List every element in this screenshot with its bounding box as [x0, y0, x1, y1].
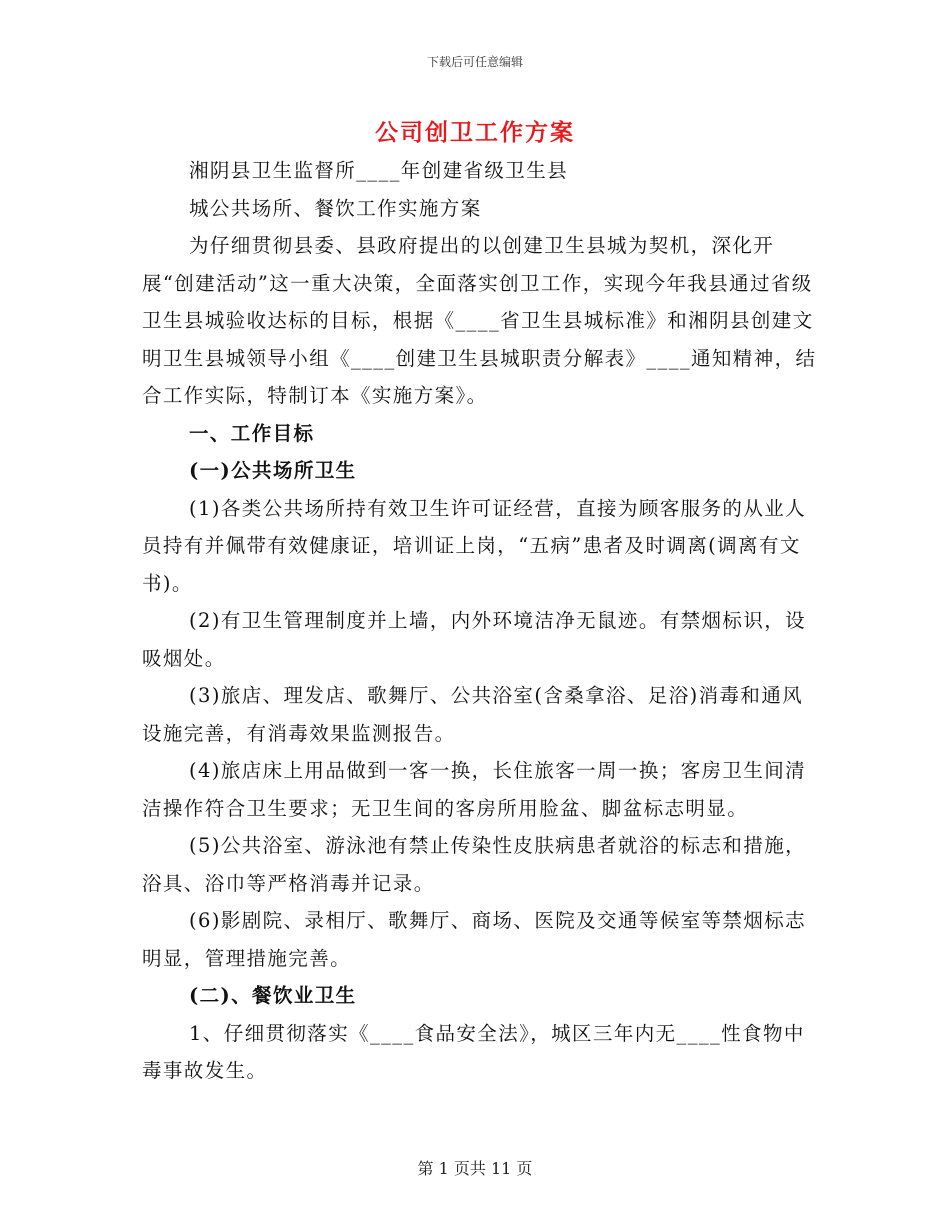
- subsection-heading: (一)公共场所卫生: [189, 459, 357, 482]
- subsection-heading: (二)、餐饮业卫生: [189, 984, 357, 1007]
- page-number: 第 1 页共 11 页: [417, 1159, 533, 1178]
- paragraph: (6)影剧院、录相厅、歌舞厅、商场、医院及交通等候室等禁烟标志明显，管理措施完善。: [142, 909, 807, 970]
- paragraph: (5)公共浴室、游泳池有禁止传染性皮肤病患者就浴的标志和措施，浴具、浴巾等严格消毒并记录。: [142, 834, 807, 895]
- paragraph: (2)有卫生管理制度并上墙，内外环境洁净无鼠迹。有禁烟标识，设吸烟处。: [142, 609, 807, 670]
- paragraph: 湘阴县卫生监督所____年创建省级卫生县: [189, 159, 569, 182]
- paragraph: (1)各类公共场所持有效卫生许可证经营，直接为顾客服务的从业人员持有并佩带有效健康证，培训证上岗，“五病”患者及时调离(调离有文书)。: [142, 496, 807, 595]
- paragraph: 城公共场所、餐饮工作实施方案: [189, 196, 482, 220]
- section-heading: 一、工作目标: [189, 421, 315, 445]
- header-note: 下载后可任意编辑: [426, 55, 523, 69]
- paragraph: 为仔细贯彻县委、县政府提出的以创建卫生县城为契机，深化开展“创建活动”这一重大决策，全面落实创卫工作，实现今年我县通过省级卫生县城验收达标的目标，根据《____省卫生县城标准》和湘阴县创建文明卫生县城领导小组《____创建卫生县城职责分解表》____通知精神，结合工作实际，特制订本《实施方案》。: [142, 234, 817, 407]
- document-title: 公司创卫工作方案: [375, 119, 575, 146]
- paragraph: (3)旅店、理发店、歌舞厅、公共浴室(含桑拿浴、足浴)消毒和通风设施完善，有消毒效果监测报告。: [142, 684, 804, 745]
- document-body: [142, 152, 822, 1090]
- paragraph: 1、仔细贯彻落实《____食品安全法》，城区三年内无____性食物中毒事故发生。: [142, 1021, 805, 1082]
- paragraph: (4)旅店床上用品做到一客一换，长住旅客一周一换；客房卫生间清洁操作符合卫生要求；无卫生间的客房所用脸盆、脚盆标志明显。: [142, 759, 807, 820]
